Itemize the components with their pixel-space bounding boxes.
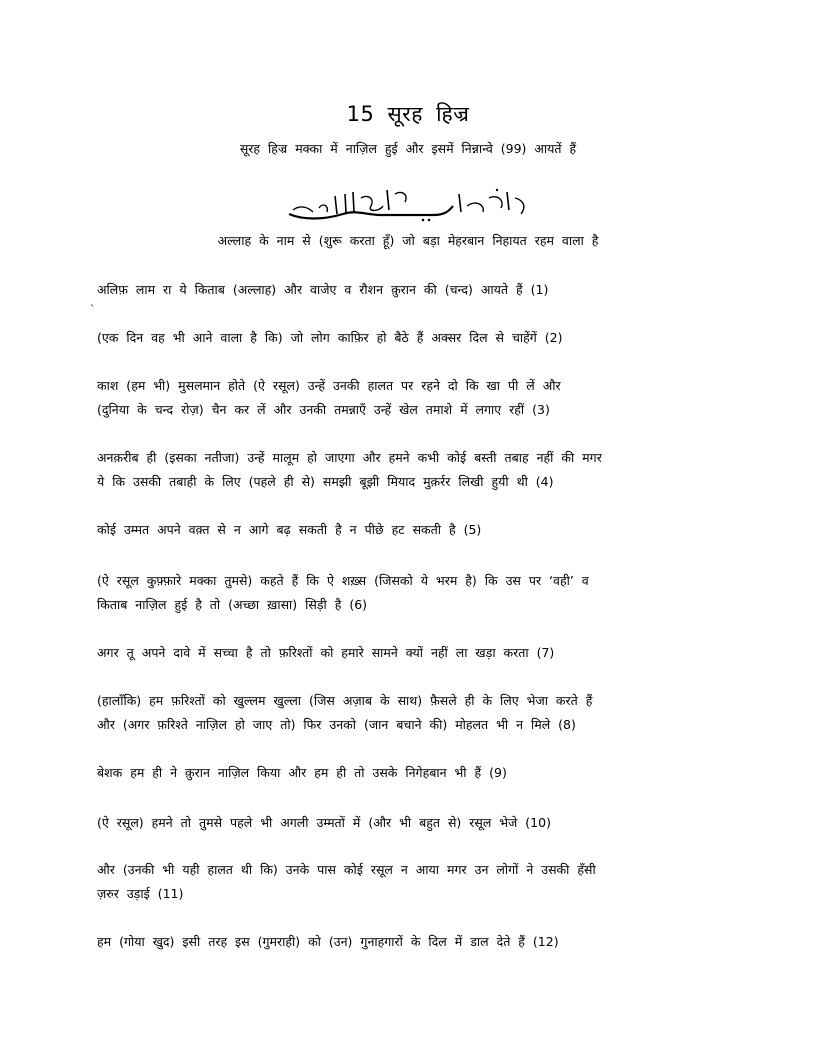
verse-6 <box>97 569 723 617</box>
verse-3 <box>97 374 723 422</box>
verse-line: अलिफ़ लाम रा ये किताब (अल्लाह) और वाजेए व रौशन क़ुरान की (चन्द) आयते हैं (1) <box>97 282 549 297</box>
verse-1 <box>97 278 723 302</box>
bismillah-translation: अल्लाह के नाम से (शुरू करता हूँ) जो बड़ा मेहरबान निहायत रहम वाला है <box>217 233 599 248</box>
verse-line: और (उनकी भी यही हालत थी कि) उनके पास कोई रसूल न आया मगर उन लोगों ने उसकी हँसी <box>97 862 596 877</box>
verse-line: (एक दिन वह भी आने वाला है कि) जो लोग काफ़िर हो बैठे हैं अक्सर दिल से चाहेंगें (2) <box>97 330 563 345</box>
verse-line: (हालाँकि) हम फ़रिश्तों को खुल्लम खुल्ला (जिस अज़ाब के साथ) फ़ैसले ही के लिए भेजा करते हैं <box>97 693 593 708</box>
verse-8 <box>97 689 723 737</box>
verse-11 <box>97 858 723 906</box>
verse-line: ज़रुर उड़ाई (11) <box>97 886 184 901</box>
bismillah-calligraphy <box>283 184 533 224</box>
verse-7 <box>97 641 723 665</box>
surah-title: 15 सूरह हिज्र <box>346 102 470 126</box>
verse-line: अगर तू अपने दावे में सच्चा है तो फ़रिश्तों को हमारे सामने क्यों नहीं ला खड़ा करता (7) <box>97 645 555 660</box>
verse-line: (ऐ रसूल कुफ़्फ़ारे मक्का तुमसे) कहते हैं कि ऐ शख़्स (जिसको ये भरम है) कि उस पर ‘वही’ व <box>97 573 589 588</box>
verse-line: बेशक हम ही ने क़ुरान नाज़िल किया और हम ही तो उसके निगेहबान भी हैं (9) <box>97 765 507 780</box>
surah-subtitle: सूरह हिज्र मक्का में नाज़िल हुई और इसमें निन्नान्वे (99) आयतें हैं <box>239 141 577 156</box>
verse-10 <box>97 811 723 835</box>
verse-12 <box>97 930 723 954</box>
verse-line: काश (हम भी) मुसलमान होते (ऐ रसूल) उन्हें उनकी हालत पर रहने दो कि खा पी लें और <box>97 378 561 393</box>
verse-5 <box>97 518 723 542</box>
verse-line: (ऐ रसूल) हमने तो तुमसे पहले भी अगली उम्मतों में (और भी बहुत से) रसूल भेजे (10) <box>97 815 551 830</box>
verse-9 <box>97 761 723 785</box>
verse-line: (दुनिया के चन्द रोज़) चैन कर लें और उनकी तमन्नाएँ उन्हें खेल तमाशे में लगाए रहीं (3) <box>97 402 550 417</box>
stray-mark: ` <box>90 303 96 316</box>
verse-line: ये कि उसकी तबाही के लिए (पहले ही से) समझी बूझी मियाद मुक़र्रर लिखी हुयी थी (4) <box>97 474 554 489</box>
verse-line: कोई उम्मत अपने वक़्त से न आगे बढ़ सकती है न पीछे हट सकती है (5) <box>97 522 482 537</box>
verse-line: और (अगर फ़रिश्ते नाज़िल हो जाए तो) फिर उनको (जान बचाने की) मोहलत भी न मिले (8) <box>97 717 576 732</box>
verse-4 <box>97 446 723 494</box>
verse-line: अनक़रीब ही (इसका नतीजा) उन्हें मालूम हो जाएगा और हमने कभी कोई बस्ती तबाह नहीं की मगर <box>97 450 602 465</box>
verse-line: किताब नाज़िल हुई है तो (अच्छा ख़ासा) सिड़ी है (6) <box>97 597 368 612</box>
verse-2 <box>97 326 723 350</box>
verse-line: हम (गोया खुद) इसी तरह इस (गुमराही) को (उन) गुनाहगारों के दिल में डाल देते हैं (12) <box>97 934 559 949</box>
